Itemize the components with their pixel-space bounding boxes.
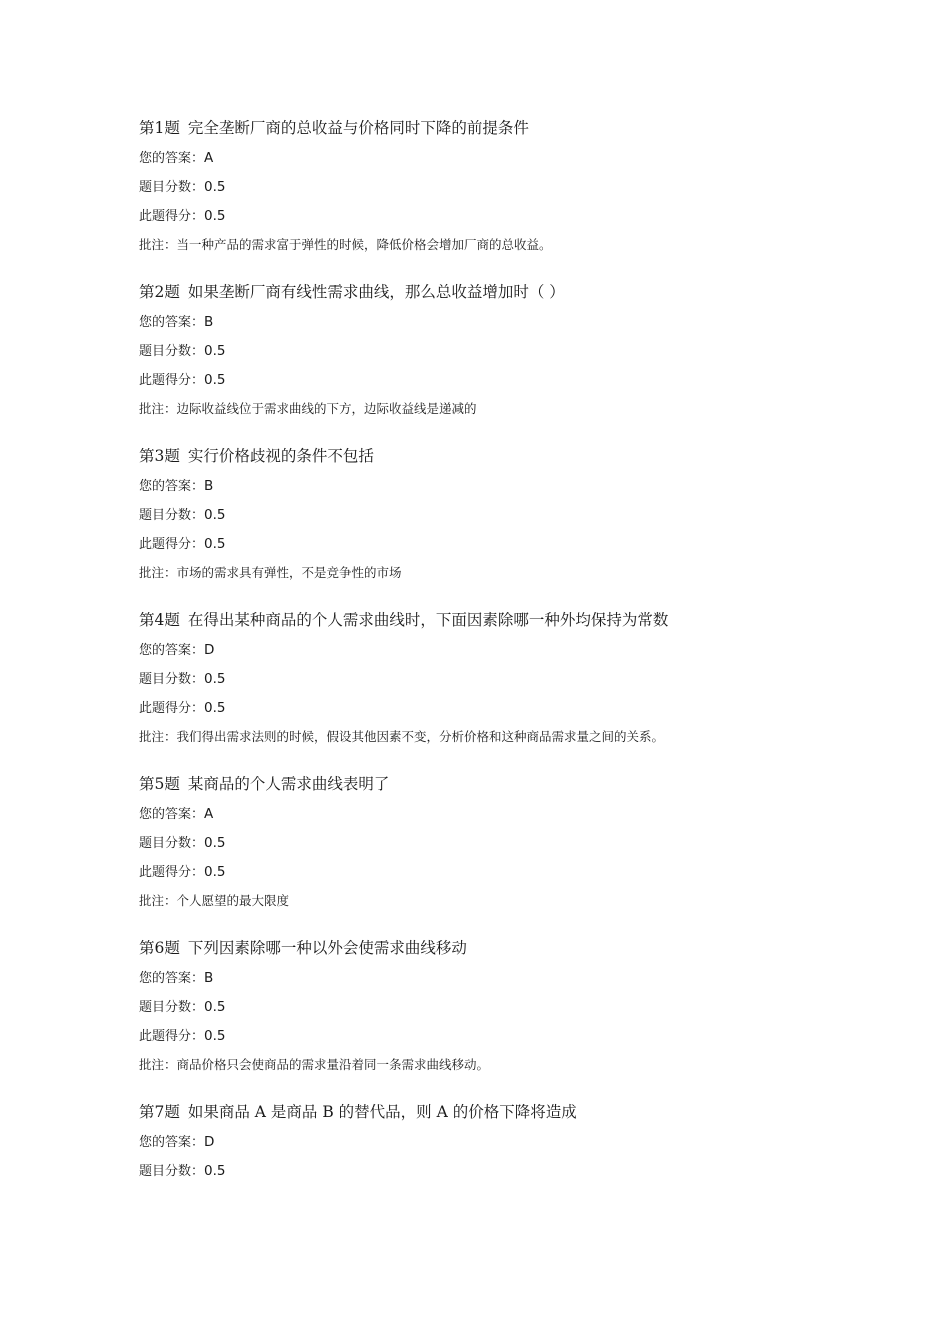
score-row [139, 1162, 899, 1180]
question-title [139, 443, 899, 469]
note-label: 批注： [139, 401, 177, 416]
question-title [139, 279, 899, 305]
question-title [139, 115, 899, 141]
score-label: 题目分数： [139, 836, 205, 851]
question-text: 实行价格歧视的条件不包括 [187, 447, 374, 465]
note-text: 个人愿望的最大限度 [176, 893, 290, 908]
note-row [139, 892, 899, 910]
earned-row [139, 863, 899, 881]
score-label: 题目分数： [139, 1164, 205, 1179]
question-number: 第3题 [139, 447, 180, 465]
your-answer-label: 您的答案： [139, 1135, 205, 1150]
note-label: 批注： [139, 729, 177, 744]
your-answer-value: D [204, 1134, 215, 1150]
question-5 [139, 771, 899, 910]
earned-row [139, 1027, 899, 1045]
your-answer-row [139, 313, 899, 331]
your-answer-value: A [204, 150, 214, 166]
your-answer-label: 您的答案： [139, 479, 205, 494]
note-row [139, 1056, 899, 1074]
note-row [139, 564, 899, 582]
score-label: 题目分数： [139, 672, 205, 687]
earned-label: 此题得分： [139, 1029, 205, 1044]
question-text: 下列因素除哪一种以外会使需求曲线移动 [187, 939, 467, 957]
your-answer-row [139, 969, 899, 987]
your-answer-row [139, 477, 899, 495]
score-row [139, 834, 899, 852]
earned-value: 0.5 [204, 700, 226, 716]
question-title [139, 607, 899, 633]
question-number: 第4题 [139, 611, 180, 629]
earned-value: 0.5 [204, 372, 226, 388]
question-number: 第5题 [139, 775, 180, 793]
earned-row [139, 371, 899, 389]
question-7 [139, 1099, 899, 1180]
question-title [139, 771, 899, 797]
score-row [139, 670, 899, 688]
earned-row [139, 207, 899, 225]
earned-value: 0.5 [204, 536, 226, 552]
score-value: 0.5 [204, 1163, 226, 1179]
your-answer-value: A [204, 806, 214, 822]
quiz-results-document [139, 115, 899, 1191]
score-label: 题目分数： [139, 508, 205, 523]
note-text: 市场的需求具有弹性，不是竞争性的市场 [176, 565, 402, 580]
your-answer-row [139, 641, 899, 659]
score-row [139, 506, 899, 524]
earned-value: 0.5 [204, 1028, 226, 1044]
note-text: 商品价格只会使商品的需求量沿着同一条需求曲线移动。 [176, 1057, 490, 1072]
your-answer-value: B [204, 970, 214, 986]
question-text: 在得出某种商品的个人需求曲线时，下面因素除哪一种外均保持为常数 [187, 611, 669, 629]
earned-label: 此题得分： [139, 537, 205, 552]
note-row [139, 236, 899, 254]
note-row [139, 400, 899, 418]
score-value: 0.5 [204, 343, 226, 359]
your-answer-label: 您的答案： [139, 151, 205, 166]
question-6 [139, 935, 899, 1074]
question-title [139, 1099, 899, 1125]
question-number: 第6题 [139, 939, 180, 957]
question-number: 第7题 [139, 1103, 180, 1121]
score-row [139, 998, 899, 1016]
note-label: 批注： [139, 1057, 177, 1072]
note-row [139, 728, 899, 746]
earned-row [139, 535, 899, 553]
question-text: 如果垄断厂商有线性需求曲线，那么总收益增加时（ ） [187, 283, 565, 301]
question-text: 如果商品 A 是商品 B 的替代品，则 A 的价格下降将造成 [187, 1103, 577, 1121]
your-answer-value: B [204, 314, 214, 330]
question-title [139, 935, 899, 961]
note-text: 边际收益线位于需求曲线的下方，边际收益线是递减的 [176, 401, 477, 416]
score-label: 题目分数： [139, 344, 205, 359]
your-answer-row [139, 805, 899, 823]
earned-label: 此题得分： [139, 373, 205, 388]
your-answer-label: 您的答案： [139, 643, 205, 658]
note-label: 批注： [139, 565, 177, 580]
score-label: 题目分数： [139, 180, 205, 195]
question-text: 某商品的个人需求曲线表明了 [187, 775, 390, 793]
your-answer-label: 您的答案： [139, 807, 205, 822]
note-text: 当一种产品的需求富于弹性的时候，降低价格会增加厂商的总收益。 [176, 237, 552, 252]
earned-value: 0.5 [204, 864, 226, 880]
earned-label: 此题得分： [139, 865, 205, 880]
question-number: 第1题 [139, 119, 180, 137]
score-row [139, 178, 899, 196]
question-2 [139, 279, 899, 418]
score-value: 0.5 [204, 835, 226, 851]
earned-label: 此题得分： [139, 209, 205, 224]
score-value: 0.5 [204, 507, 226, 523]
your-answer-row [139, 149, 899, 167]
note-text: 我们得出需求法则的时候，假设其他因素不变，分析价格和这种商品需求量之间的关系。 [176, 729, 665, 744]
your-answer-value: B [204, 478, 214, 494]
earned-value: 0.5 [204, 208, 226, 224]
question-1 [139, 115, 899, 254]
score-value: 0.5 [204, 179, 226, 195]
question-text: 完全垄断厂商的总收益与价格同时下降的前提条件 [187, 119, 529, 137]
earned-label: 此题得分： [139, 701, 205, 716]
score-value: 0.5 [204, 671, 226, 687]
score-row [139, 342, 899, 360]
your-answer-label: 您的答案： [139, 971, 205, 986]
earned-row [139, 699, 899, 717]
note-label: 批注： [139, 237, 177, 252]
note-label: 批注： [139, 893, 177, 908]
question-number: 第2题 [139, 283, 180, 301]
score-value: 0.5 [204, 999, 226, 1015]
question-4 [139, 607, 899, 746]
your-answer-row [139, 1133, 899, 1151]
score-label: 题目分数： [139, 1000, 205, 1015]
question-3 [139, 443, 899, 582]
your-answer-label: 您的答案： [139, 315, 205, 330]
your-answer-value: D [204, 642, 215, 658]
